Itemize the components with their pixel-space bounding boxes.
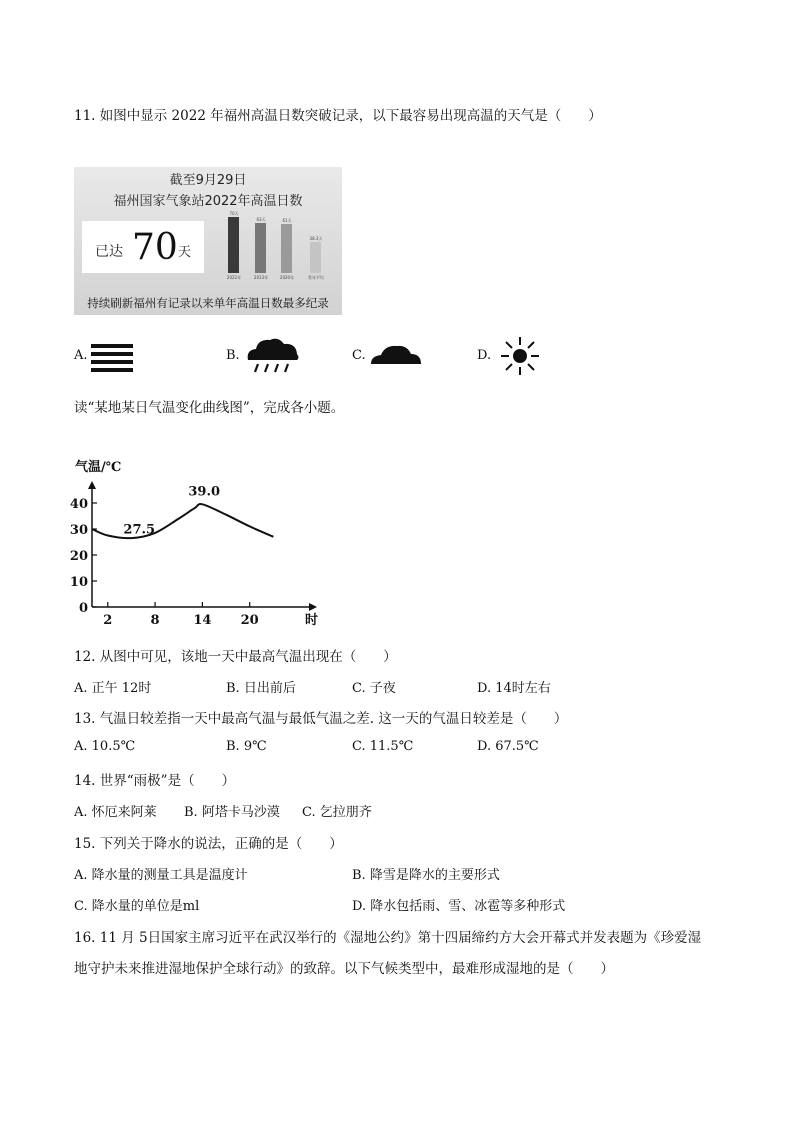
temperature-curve-chart [70, 455, 330, 630]
q15-option-a: A. 降水量的测量工具是温度计 [74, 868, 248, 883]
option-a-label: A. [74, 348, 88, 363]
infographic-bar-label: 63天 [256, 216, 266, 222]
q13-option-d: D. 67.5℃ [477, 739, 539, 754]
infographic-bar [255, 223, 266, 273]
infographic-bar-year: 2013年 [253, 275, 269, 280]
y-axis-label: 气温/℃ [75, 460, 122, 475]
infographic-bar-year: 2020年 [279, 275, 295, 280]
x-tick-label: 8 [150, 613, 160, 628]
cloudy-icon [369, 342, 423, 366]
infographic-date: 截至9月29日 [169, 173, 247, 188]
highlight-prefix: 已达 [95, 244, 123, 260]
q14-option-a: A. 怀厄来阿莱 [74, 805, 157, 820]
q13-option-b: B. 9℃ [226, 739, 267, 754]
question-15-text: 15. 下列关于降水的说法，正确的是（ ） [74, 836, 343, 852]
option-d-label: D. [477, 348, 492, 363]
y-tick-label: 20 [70, 549, 88, 564]
infographic-bar-year: 2022年 [226, 275, 242, 280]
infographic-caption: 持续刷新福州有记录以来单年高温日数最多纪录 [87, 296, 329, 310]
q12-option-c: C. 子夜 [352, 681, 396, 696]
min-temperature-annotation: 27.5 [123, 522, 156, 538]
option-b-label: B. [226, 348, 240, 363]
temperature-curve [92, 504, 273, 538]
highlight-number: 70 [132, 227, 178, 268]
infographic-title: 福州国家气象站2022年高温日数 [113, 194, 303, 209]
y-axis-arrow [88, 481, 96, 489]
infographic-bar [228, 217, 239, 273]
infographic-bar-label: 38.3天 [309, 236, 323, 242]
q14-option-b: B. 阿塔卡马沙漠 [184, 805, 280, 820]
q12-option-a: A. 正午 12时 [74, 681, 152, 696]
q15-option-b: B. 降雪是降水的主要形式 [352, 868, 500, 883]
question-12-text: 12. 从图中可见，该地一天中最高气温出现在（ ） [74, 649, 397, 665]
max-temperature-annotation: 39.0 [188, 484, 221, 500]
infographic-bar-year: 常年平均 [308, 275, 324, 280]
q14-option-c: C. 乞拉朋齐 [302, 805, 372, 820]
q15-option-c: C. 降水量的单位是ml [74, 899, 200, 914]
sunny-icon [498, 336, 542, 376]
q12-option-d: D. 14时左右 [477, 681, 551, 696]
fuzhou-high-temperature-infographic [74, 167, 342, 315]
rain-icon [244, 336, 300, 374]
option-c-label: C. [352, 348, 366, 363]
y-tick-label: 10 [70, 575, 88, 590]
y-tick-label: 30 [70, 523, 88, 538]
y-tick-label: 40 [70, 497, 88, 512]
q15-option-d: D. 降水包括雨、雪、冰雹等多种形式 [352, 899, 566, 914]
reading-intro: 读“某地某日气温变化曲线图”，完成各小题。 [74, 400, 345, 416]
question-13-text: 13. 气温日较差指一天中最高气温与最低气温之差. 这一天的气温日较差是（ ） [74, 711, 568, 727]
fog-icon [91, 342, 133, 372]
x-tick-label: 14 [193, 613, 212, 628]
question-11-text: 11. 如图中显示 2022 年福州高温日数突破记录，以下最容易出现高温的天气是（ ） [74, 108, 602, 124]
q12-option-b: B. 日出前后 [226, 681, 296, 696]
question-16-line-1: 16. 11 月 5日国家主席习近平在武汉举行的《湿地公约》第十四届缔约方大会开幕式并发表题为《珍爱湿 [74, 930, 702, 946]
q13-option-a: A. 10.5℃ [74, 739, 136, 754]
q13-option-c: C. 11.5℃ [352, 739, 414, 754]
infographic-bar-label: 70天 [229, 211, 239, 216]
y-tick-label: 0 [78, 601, 88, 616]
question-14-text: 14. 世界“雨极”是（ ） [74, 773, 236, 789]
infographic-bar-label: 61天 [282, 218, 292, 224]
x-tick-label: 2 [103, 613, 113, 628]
infographic-bar [281, 224, 292, 273]
x-axis-arrow [309, 603, 317, 611]
question-16-line-2: 地守护未来推进湿地保护全球行动》的致辞。以下气候类型中，最难形成湿地的是（ ） [74, 961, 614, 977]
infographic-highlight-box [82, 221, 204, 273]
x-tick-label: 20 [240, 613, 259, 628]
highlight-suffix: 天 [178, 245, 192, 260]
x-axis-label: 时 [305, 613, 319, 628]
infographic-bar [310, 242, 321, 273]
